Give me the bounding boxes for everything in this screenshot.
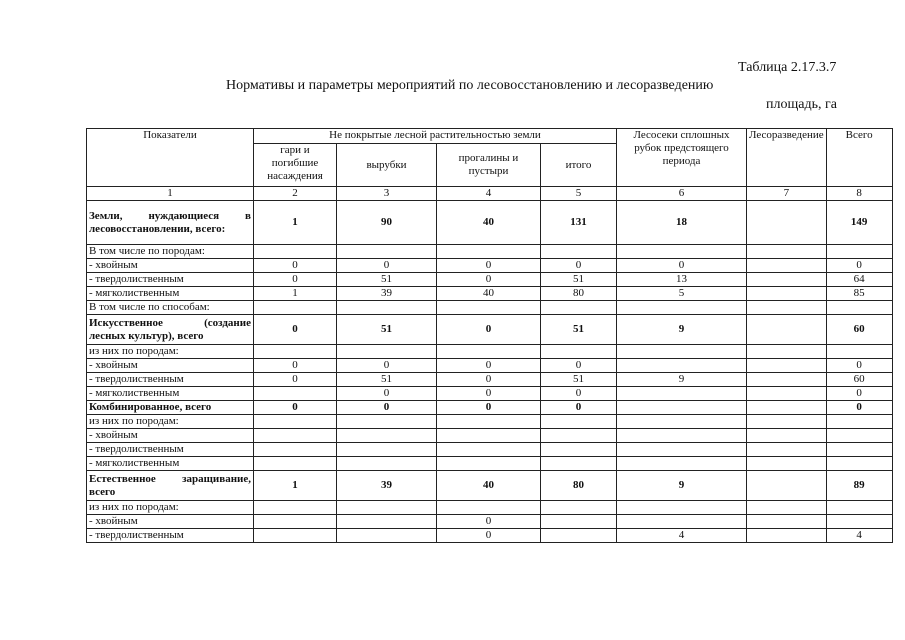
header-not-covered: Не покрытые лесной растительностью земли [254,129,617,144]
cell-value [437,415,541,429]
cell-value [254,529,337,543]
col-number: 7 [747,187,827,201]
cell-value [826,415,892,429]
cell-value [747,259,827,273]
cell-value [747,287,827,301]
cell-value: 9 [617,471,747,501]
cell-value: 0 [254,373,337,387]
row-label: - хвойным [87,259,254,273]
cell-value: 40 [437,471,541,501]
cell-value: 80 [541,287,617,301]
cell-value [254,301,337,315]
cell-value: 0 [437,359,541,373]
header-clearcuts: вырубки [337,144,437,187]
cell-value [617,401,747,415]
cell-value [254,429,337,443]
row-label: В том числе по породам: [87,245,254,259]
cell-value [337,245,437,259]
cell-value: 0 [254,315,337,345]
table-row [87,387,893,401]
cell-value: 0 [337,387,437,401]
table-row [87,359,893,373]
cell-value [541,515,617,529]
cell-value [747,245,827,259]
cell-value: 0 [437,373,541,387]
cell-value: 51 [337,315,437,345]
row-label: Искусственное (создание лесных культур), всего [87,315,254,345]
cell-value: 51 [541,315,617,345]
cell-value [617,301,747,315]
cell-value [747,387,827,401]
cell-value [747,401,827,415]
table-body [87,201,893,543]
data-table [86,128,893,543]
cell-value [437,443,541,457]
cell-value [617,345,747,359]
header-indicators: Показатели [87,129,254,187]
cell-value [747,359,827,373]
cell-value [747,471,827,501]
cell-value [541,429,617,443]
table-row [87,301,893,315]
cell-value: 0 [541,387,617,401]
row-label: - твердолиственным [87,273,254,287]
cell-value [826,301,892,315]
cell-value: 60 [826,373,892,387]
table-row [87,415,893,429]
cell-value: 90 [337,201,437,245]
table-row [87,345,893,359]
cell-value: 0 [826,359,892,373]
cell-value [826,501,892,515]
cell-value: 51 [337,273,437,287]
cell-value [337,301,437,315]
row-label: Комбинированное, всего [87,401,254,415]
cell-value: 0 [541,259,617,273]
table-row [87,315,893,345]
cell-value [747,443,827,457]
cell-value: 0 [254,259,337,273]
row-label: - мягколиственным [87,387,254,401]
cell-value [826,515,892,529]
row-label: - хвойным [87,359,254,373]
cell-value [617,501,747,515]
col-number: 3 [337,187,437,201]
header-total: Всего [826,129,892,187]
cell-value [747,201,827,245]
cell-value [747,301,827,315]
cell-value [747,529,827,543]
cell-value: 1 [254,471,337,501]
cell-value: 39 [337,471,437,501]
cell-value [747,373,827,387]
cell-value [747,273,827,287]
cell-value: 0 [437,315,541,345]
cell-value [541,529,617,543]
cell-value: 0 [437,273,541,287]
cell-value [541,443,617,457]
row-label: - мягколиственным [87,457,254,471]
row-label: - твердолиственным [87,529,254,543]
cell-value [541,457,617,471]
cell-value: 60 [826,315,892,345]
table-row [87,429,893,443]
cell-value [337,443,437,457]
cell-value: 0 [437,387,541,401]
cell-value [337,345,437,359]
row-label: Естественное заращивание, всего [87,471,254,501]
cell-value [541,301,617,315]
cell-value: 9 [617,315,747,345]
table-row [87,501,893,515]
cell-value [826,245,892,259]
cell-value [617,245,747,259]
cell-value [337,501,437,515]
cell-value: 0 [541,359,617,373]
cell-value: 4 [826,529,892,543]
cell-value: 0 [337,401,437,415]
table-row [87,515,893,529]
row-label: - хвойным [87,515,254,529]
cell-value [747,345,827,359]
cell-value [437,457,541,471]
row-label: - мягколиственным [87,287,254,301]
cell-value [437,501,541,515]
cell-value [617,429,747,443]
cell-value [747,515,827,529]
table-row [87,287,893,301]
cell-value [617,387,747,401]
cell-value [826,429,892,443]
cell-value [254,501,337,515]
row-label: Земли, нуждающиеся в лесовосстановлении, всего: [87,201,254,245]
cell-value: 0 [826,259,892,273]
cell-value: 0 [254,401,337,415]
table-number: Таблица 2.17.3.7 [738,60,837,75]
cell-value [337,457,437,471]
table-row [87,201,893,245]
col-number: 4 [437,187,541,201]
col-number: 8 [826,187,892,201]
cell-value [437,301,541,315]
cell-value: 51 [541,273,617,287]
cell-value: 0 [617,259,747,273]
cell-value: 13 [617,273,747,287]
cell-value [617,457,747,471]
cell-value [617,515,747,529]
cell-value [437,245,541,259]
cell-value [337,429,437,443]
cell-value: 0 [254,359,337,373]
col-number: 2 [254,187,337,201]
cell-value [437,345,541,359]
cell-value [254,443,337,457]
table-row [87,245,893,259]
col-number: 5 [541,187,617,201]
header-afforestation: Лесоразведение [747,129,827,187]
table-row [87,273,893,287]
table-row [87,373,893,387]
cell-value [254,415,337,429]
cell-value: 5 [617,287,747,301]
cell-value [541,501,617,515]
cell-value [747,457,827,471]
cell-value [254,387,337,401]
table-row [87,457,893,471]
cell-value: 64 [826,273,892,287]
cell-value: 51 [337,373,437,387]
cell-value: 40 [437,201,541,245]
cell-value: 85 [826,287,892,301]
column-number-row [87,187,893,201]
table-row [87,259,893,273]
cell-value [747,501,827,515]
cell-value: 149 [826,201,892,245]
cell-value [254,345,337,359]
cell-value [617,415,747,429]
cell-value: 0 [337,359,437,373]
cell-value [826,345,892,359]
table-row [87,443,893,457]
cell-value: 9 [617,373,747,387]
cell-value: 4 [617,529,747,543]
cell-value [747,429,827,443]
cell-value [747,415,827,429]
cell-value: 80 [541,471,617,501]
table-row [87,401,893,415]
cell-value: 0 [437,529,541,543]
cell-value: 0 [337,259,437,273]
row-label: В том числе по способам: [87,301,254,315]
cell-value: 0 [254,273,337,287]
cell-value [254,245,337,259]
row-label: - твердолиственным [87,443,254,457]
row-label: - хвойным [87,429,254,443]
cell-value [617,443,747,457]
cell-value [254,457,337,471]
cell-value [541,245,617,259]
row-label: из них по породам: [87,415,254,429]
row-label: из них по породам: [87,345,254,359]
cell-value [541,345,617,359]
cell-value: 0 [826,401,892,415]
row-label: - твердолиственным [87,373,254,387]
cell-value [826,443,892,457]
col-number: 1 [87,187,254,201]
cell-value: 89 [826,471,892,501]
cell-value [337,415,437,429]
row-label: из них по породам: [87,501,254,515]
header-cutting-areas: Лесосеки сплошных рубок предстоящего периода [617,129,747,187]
cell-value: 131 [541,201,617,245]
cell-value: 0 [437,259,541,273]
table-row [87,529,893,543]
cell-value [617,359,747,373]
header-glades: прогалины и пустыри [437,144,541,187]
cell-value: 0 [437,401,541,415]
header-total-sub: итого [541,144,617,187]
col-number: 6 [617,187,747,201]
cell-value: 0 [541,401,617,415]
page-title: Нормативы и параметры мероприятий по лесовосстановлению и лесоразведению [226,78,714,93]
cell-value: 39 [337,287,437,301]
cell-value: 1 [254,287,337,301]
cell-value [826,457,892,471]
cell-value: 0 [437,515,541,529]
cell-value: 0 [826,387,892,401]
cell-value [337,515,437,529]
cell-value [337,529,437,543]
cell-value: 1 [254,201,337,245]
cell-value [747,315,827,345]
cell-value: 40 [437,287,541,301]
cell-value [437,429,541,443]
cell-value [541,415,617,429]
unit-label: площадь, га [766,97,837,112]
cell-value: 18 [617,201,747,245]
cell-value: 51 [541,373,617,387]
header-burns: гари и погибшие насаждения [254,144,337,187]
cell-value [254,515,337,529]
table-row [87,471,893,501]
